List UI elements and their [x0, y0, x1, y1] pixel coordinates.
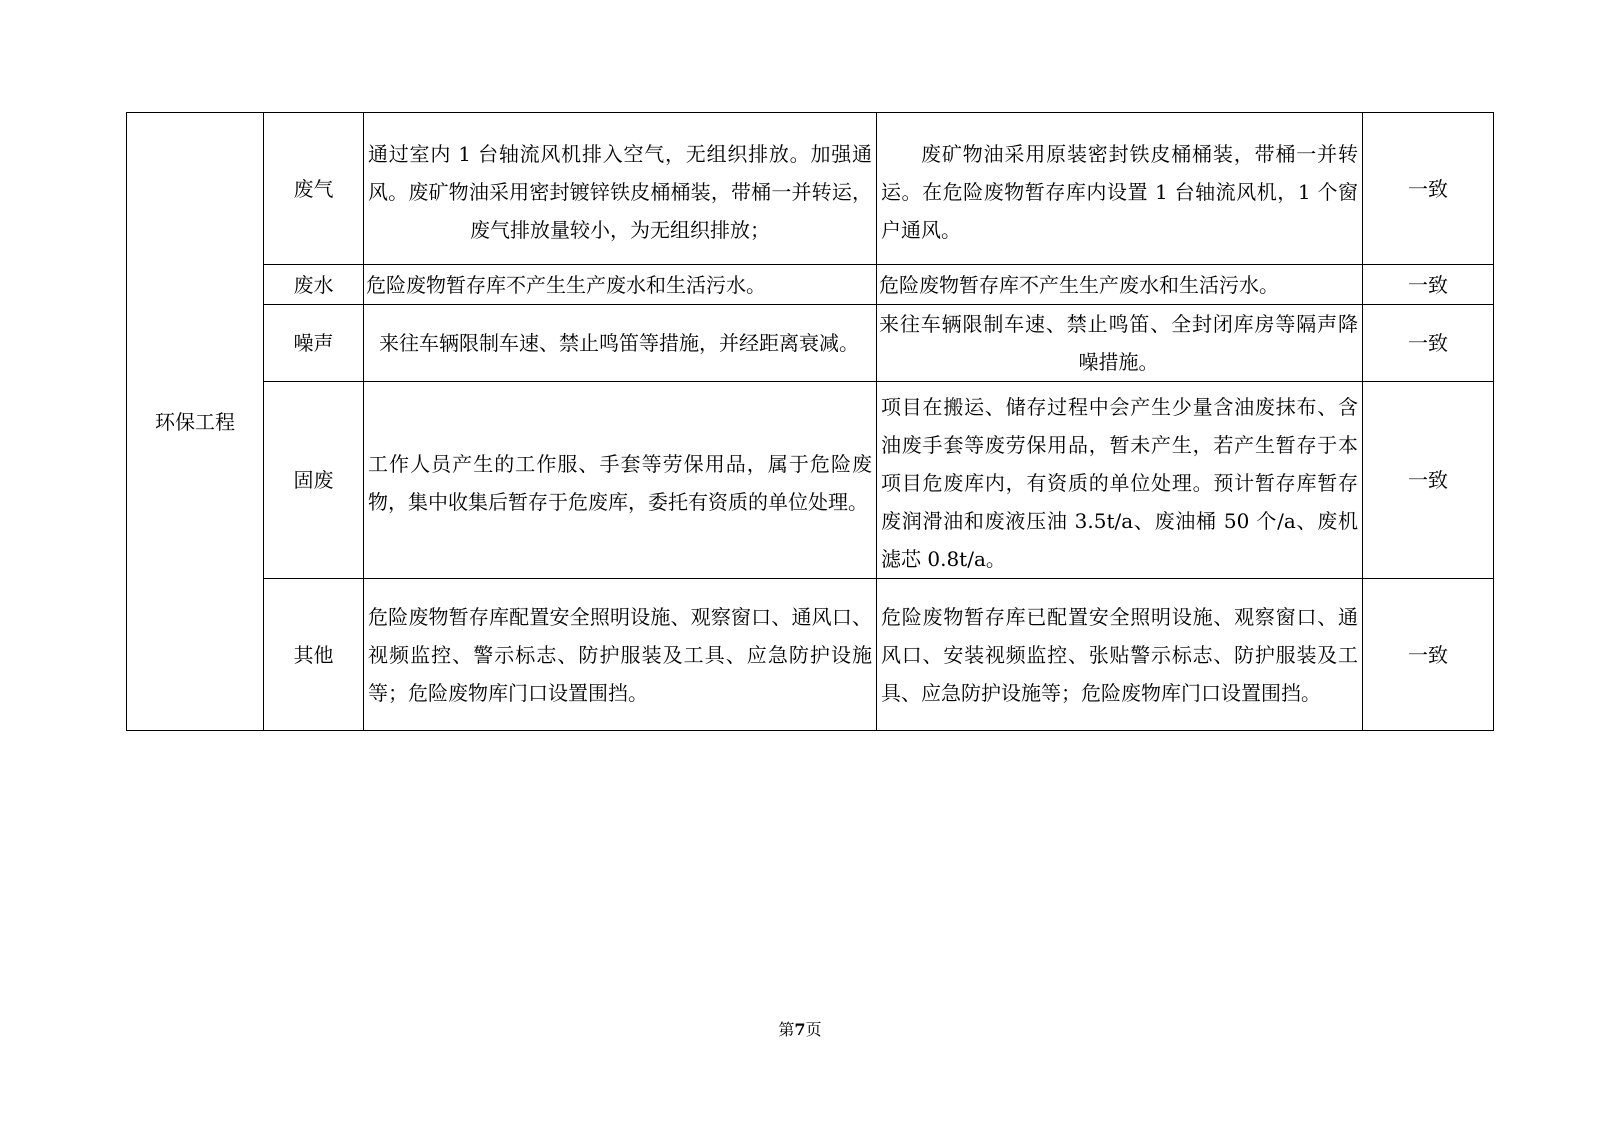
result-cell-noise: 一致: [1363, 305, 1494, 382]
table-row-noise: [127, 305, 1494, 382]
page-suffix: 页: [805, 1020, 822, 1039]
result-cell-wastewater: 一致: [1363, 265, 1494, 305]
actual-cell-noise: 来往车辆限制车速、禁止鸣笛、全封闭库房等隔声降噪措施。: [877, 305, 1363, 382]
requirement-cell-other: 危险废物暂存库配置安全照明设施、观察窗口、通风口、视频监控、警示标志、防护服装及工具、应急防护设施等；危险废物库门口设置围挡。: [364, 579, 877, 731]
requirement-cell-solid-waste: 工作人员产生的工作服、手套等劳保用品，属于危险废物，集中收集后暂存于危废库，委托有资质的单位处理。: [364, 382, 877, 579]
item-cell-solid-waste: 固废: [264, 382, 364, 579]
result-cell-exhaust-gas: 一致: [1363, 113, 1494, 265]
actual-cell-exhaust-gas: 废矿物油采用原装密封铁皮桶桶装，带桶一并转运。在危险废物暂存库内设置 1 台轴流风机，1 个窗户通风。: [877, 113, 1363, 265]
item-cell-exhaust-gas: 废气: [264, 113, 364, 265]
item-cell-other: 其他: [264, 579, 364, 731]
requirement-cell-wastewater: 危险废物暂存库不产生生产废水和生活污水。: [364, 265, 877, 305]
result-cell-other: 一致: [1363, 579, 1494, 731]
page-number-value: 7: [794, 1020, 806, 1039]
requirement-cell-exhaust-gas: 通过室内 1 台轴流风机排入空气，无组织排放。加强通风。废矿物油采用密封镀锌铁皮桶桶装，带桶一并转运，废气排放量较小，为无组织排放；: [364, 113, 877, 265]
result-cell-solid-waste: 一致: [1363, 382, 1494, 579]
item-cell-wastewater: 废水: [264, 265, 364, 305]
actual-cell-solid-waste: 项目在搬运、储存过程中会产生少量含油废抹布、含油废手套等废劳保用品，暂未产生，若产生暂存于本项目危废库内，有资质的单位处理。预计暂存库暂存废润滑油和废液压油 3.5t/a、废油桶 50 个/a、废机滤芯 0.8t/a。: [877, 382, 1363, 579]
requirement-cell-noise: 来往车辆限制车速、禁止鸣笛等措施，并经距离衰减。: [364, 305, 877, 382]
category-cell: 环保工程: [127, 113, 264, 731]
page-number: [0, 1020, 1600, 1040]
item-cell-noise: 噪声: [264, 305, 364, 382]
page-prefix: 第: [778, 1020, 795, 1039]
comparison-table: [126, 112, 1494, 731]
table-row-exhaust-gas: [127, 113, 1494, 265]
actual-cell-other: 危险废物暂存库已配置安全照明设施、观察窗口、通风口、安装视频监控、张贴警示标志、防护服装及工具、应急防护设施等；危险废物库门口设置围挡。: [877, 579, 1363, 731]
table-row-wastewater: [127, 265, 1494, 305]
table-row-other: [127, 579, 1494, 731]
actual-cell-wastewater: 危险废物暂存库不产生生产废水和生活污水。: [877, 265, 1363, 305]
table-row-solid-waste: [127, 382, 1494, 579]
